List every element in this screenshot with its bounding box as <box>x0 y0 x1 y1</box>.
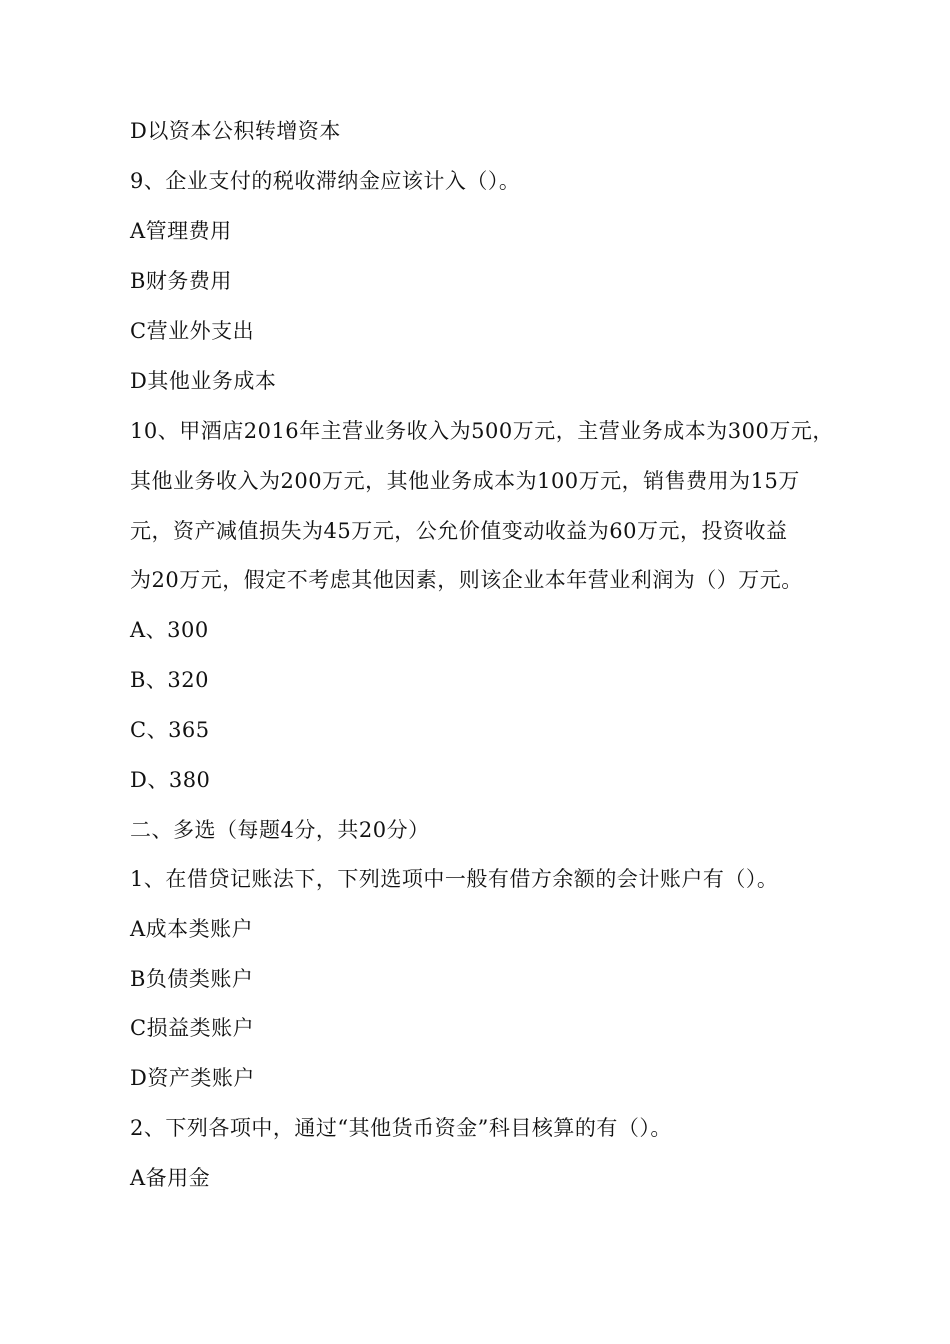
section-heading-multiple-choice: 二、多选（每题4分，共20分） <box>130 818 430 842</box>
q9-option-d: D其他业务成本 <box>130 369 277 393</box>
q10-question-line-4: 为20万元，假定不考虑其他因素，则该企业本年营业利润为（）万元。 <box>130 568 803 592</box>
mc1-option-a: A成本类账户 <box>130 917 254 941</box>
mc1-option-d: D资产类账户 <box>130 1066 255 1090</box>
q10-option-d: D、380 <box>130 768 211 792</box>
mc1-option-b: B负债类账户 <box>130 967 254 991</box>
q10-option-c: C、365 <box>130 718 210 742</box>
q10-question-line-2: 其他业务收入为200万元，其他业务成本为100万元，销售费用为15万 <box>130 469 800 493</box>
q9-option-c: C营业外支出 <box>130 319 255 343</box>
mc2-question: 2、下列各项中，通过“其他货币资金”科目核算的有（）。 <box>130 1116 672 1140</box>
q10-question-line-1: 10、甲酒店2016年主营业务收入为500万元，主营业务成本为300万元， <box>130 419 834 443</box>
q9-option-a: A管理费用 <box>130 219 232 243</box>
q10-option-a: A、300 <box>130 618 209 642</box>
mc2-option-a: A备用金 <box>130 1166 211 1190</box>
q8-option-d: D以资本公积转增资本 <box>130 119 341 143</box>
q9-question: 9、企业支付的税收滞纳金应该计入（）。 <box>130 169 521 193</box>
q9-option-b: B财务费用 <box>130 269 232 293</box>
mc1-option-c: C损益类账户 <box>130 1016 255 1040</box>
q10-option-b: B、320 <box>130 668 210 692</box>
q10-question-line-3: 元，资产减值损失为45万元，公允价值变动收益为60万元，投资收益 <box>130 519 788 543</box>
mc1-question: 1、在借贷记账法下，下列选项中一般有借方余额的会计账户有（）。 <box>130 867 779 891</box>
